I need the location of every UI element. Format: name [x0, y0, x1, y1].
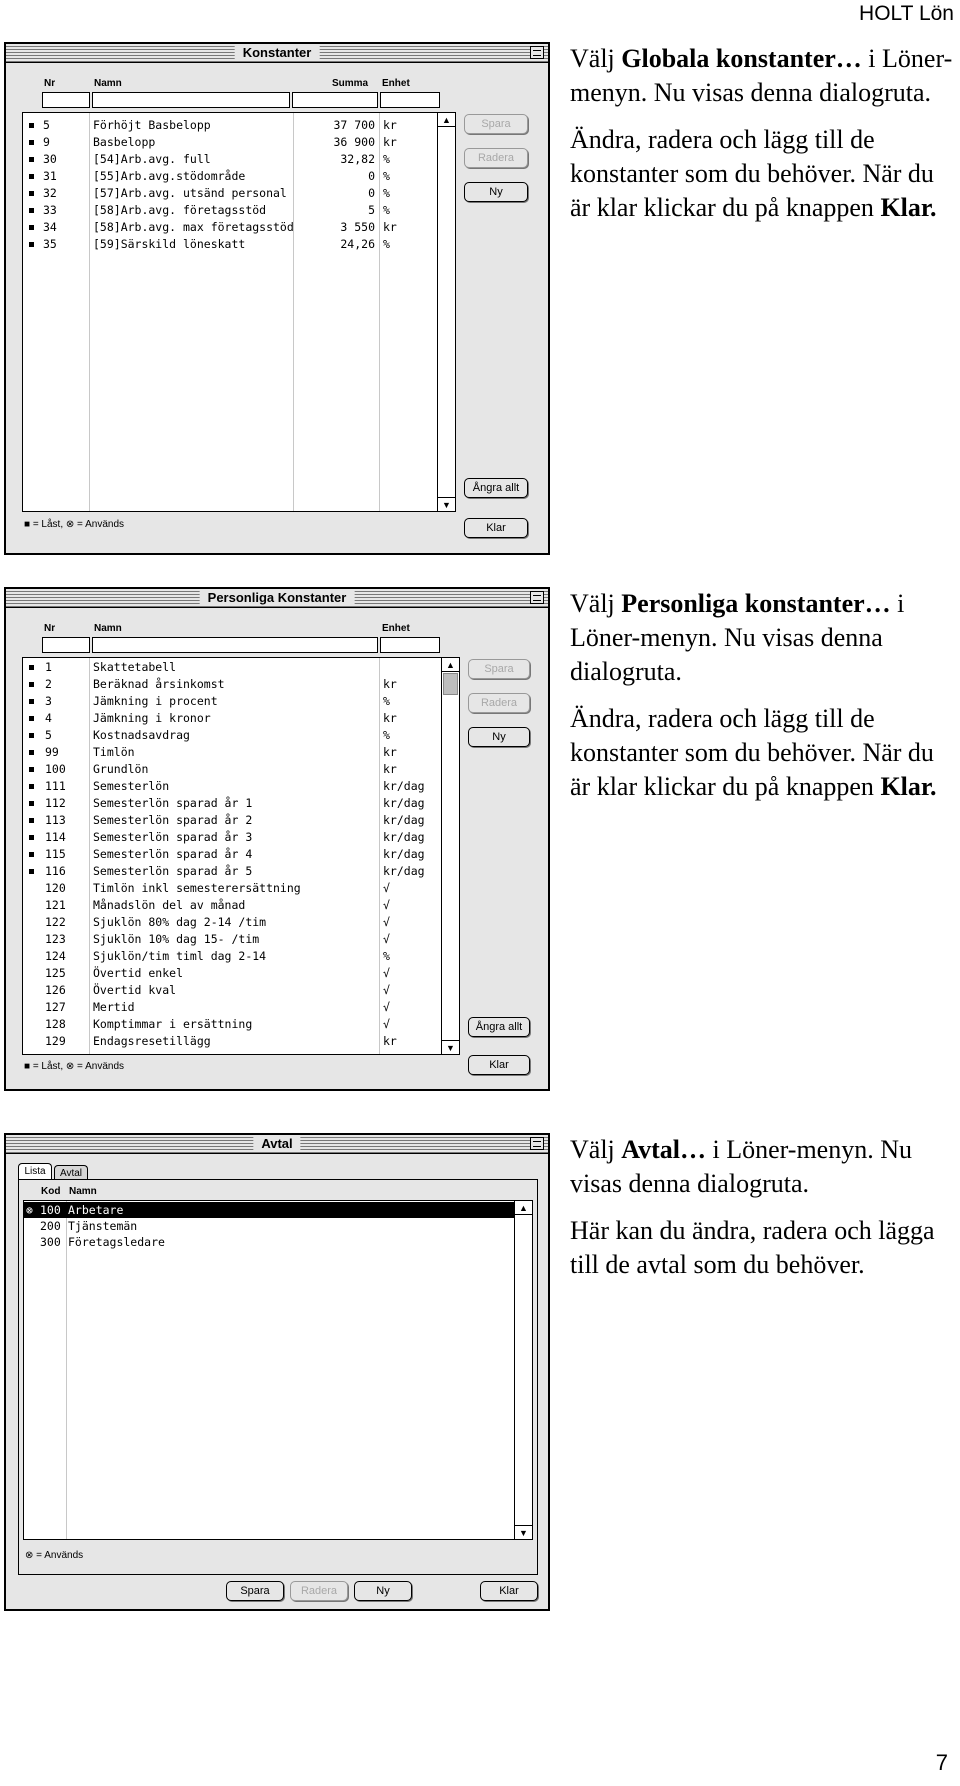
cell-unit: kr/dag — [383, 864, 425, 878]
locked-bullet-icon — [29, 191, 34, 196]
cell-nr: 99 — [45, 745, 59, 759]
window-title: Personliga Konstanter — [200, 590, 355, 606]
col-header-namn: Namn — [94, 623, 122, 634]
table-row[interactable] — [23, 846, 459, 863]
cell-unit: √ — [383, 1000, 390, 1014]
table-row[interactable] — [23, 829, 459, 846]
cell-unit: kr — [383, 135, 397, 149]
konstanter-window — [4, 42, 550, 555]
window-titlebar[interactable] — [6, 1135, 548, 1154]
locked-bullet-icon — [29, 208, 34, 213]
cell-name: Sjuklön 80% dag 2-14 /tim — [93, 915, 267, 929]
cell-nr: 9 — [43, 135, 50, 149]
locked-bullet-icon — [29, 123, 34, 128]
tab-panel — [18, 1179, 538, 1575]
locked-bullet-icon — [29, 174, 34, 179]
table-row[interactable] — [23, 693, 459, 710]
cell-name: Jämkning i kronor — [93, 711, 211, 725]
cell-unit: kr/dag — [383, 830, 425, 844]
table-row[interactable] — [23, 812, 459, 829]
scroll-up-icon[interactable]: ▲ — [442, 658, 459, 672]
cell-nr: 31 — [43, 169, 57, 183]
col-header-nr: Nr — [44, 623, 56, 634]
filter-enhet-input[interactable] — [380, 92, 440, 108]
table-row[interactable] — [23, 795, 459, 812]
locked-bullet-icon — [29, 682, 34, 687]
personliga-list[interactable] — [22, 657, 460, 1055]
cell-sum: 37 700 — [333, 118, 375, 132]
klar-button[interactable]: Klar — [480, 1581, 538, 1601]
table-row[interactable] — [23, 134, 455, 151]
cell-unit: % — [383, 186, 390, 200]
legend-text: ■ = Låst, ⊗ = Används — [24, 519, 125, 530]
cell-name: Grundlön — [93, 762, 149, 776]
filter-namn-input[interactable] — [92, 92, 290, 108]
cell-unit: kr/dag — [383, 847, 425, 861]
locked-bullet-icon — [29, 157, 34, 162]
scroll-down-icon[interactable]: ▼ — [438, 497, 455, 511]
cell-name: Semesterlön — [93, 779, 170, 793]
cell-nr: 4 — [45, 711, 52, 725]
cell-name: Timlön inkl semesterersättning — [93, 881, 301, 895]
cell-nr: 129 — [45, 1034, 66, 1048]
scroll-down-icon[interactable]: ▼ — [442, 1040, 459, 1054]
cell-nr: 121 — [45, 898, 66, 912]
table-row[interactable] — [23, 778, 459, 795]
cell-unit: √ — [383, 983, 390, 997]
cell-sum: 32,82 — [340, 152, 375, 166]
cell-unit: % — [383, 728, 390, 742]
table-row[interactable] — [23, 761, 459, 778]
tab-lista[interactable]: Lista — [18, 1163, 52, 1179]
cell-unit: % — [383, 237, 390, 251]
cell-name: Arbetare — [68, 1203, 124, 1217]
scroll-up-icon[interactable]: ▲ — [438, 113, 455, 127]
table-row[interactable] — [23, 168, 455, 185]
cell-name: [57]Arb.avg. utsänd personal — [93, 186, 287, 200]
cell-nr: 126 — [45, 983, 66, 997]
table-row[interactable] — [23, 676, 459, 693]
klar-reference: Klar. — [880, 772, 937, 801]
cell-name: [58]Arb.avg. max företagsstöd — [93, 220, 294, 234]
filter-nr-input[interactable] — [42, 92, 90, 108]
cell-kod: 200 — [40, 1219, 61, 1233]
cell-nr: 1 — [45, 660, 52, 674]
cell-nr: 120 — [45, 881, 66, 895]
locked-bullet-icon — [29, 699, 34, 704]
col-header-enhet: Enhet — [382, 78, 410, 89]
avtal-list[interactable] — [23, 1200, 533, 1540]
cell-name: [54]Arb.avg. full — [93, 152, 211, 166]
cell-nr: 112 — [45, 796, 66, 810]
klar-reference: Klar. — [880, 193, 937, 222]
cell-name: Semesterlön sparad år 5 — [93, 864, 253, 878]
cell-nr: 35 — [43, 237, 57, 251]
cell-nr: 34 — [43, 220, 57, 234]
table-row[interactable] — [23, 982, 459, 999]
scroll-thumb[interactable] — [443, 673, 458, 695]
window-titlebar[interactable] — [6, 589, 548, 608]
cell-unit: % — [383, 949, 390, 963]
cell-nr: 124 — [45, 949, 66, 963]
locked-bullet-icon — [29, 750, 34, 755]
menu-item-personliga-konstanter: Personliga konstanter… — [621, 589, 891, 618]
cell-unit: kr — [383, 1034, 397, 1048]
cell-name: Övertid enkel — [93, 966, 184, 980]
table-row[interactable] — [23, 863, 459, 880]
in-use-icon: ⊗ — [26, 1203, 33, 1217]
cell-name: Endagsresetillägg — [93, 1034, 211, 1048]
menu-item-avtal: Avtal… — [621, 1135, 706, 1164]
angra-allt-button[interactable]: Ångra allt — [464, 478, 528, 498]
table-row[interactable] — [23, 185, 455, 202]
header-product: HOLT Lön — [859, 2, 954, 25]
table-row[interactable] — [23, 117, 455, 134]
table-row[interactable] — [23, 659, 459, 676]
legend-text: ⊗ = Används — [25, 1550, 84, 1561]
cell-name: Mertid — [93, 1000, 135, 1014]
cell-unit: √ — [383, 966, 390, 980]
table-row[interactable] — [23, 914, 459, 931]
table-row[interactable] — [23, 219, 455, 236]
table-row[interactable] — [24, 1218, 532, 1234]
col-header-namn: Namn — [94, 78, 122, 89]
tab-avtal[interactable]: Avtal — [54, 1165, 88, 1179]
filter-enhet-input[interactable] — [380, 637, 440, 653]
cell-unit: √ — [383, 898, 390, 912]
filter-summa-input[interactable] — [292, 92, 378, 108]
filter-namn-input[interactable] — [92, 637, 378, 653]
cell-name: Komptimmar i ersättning — [93, 1017, 253, 1031]
konstanter-scrollbar[interactable] — [437, 112, 456, 512]
cell-nr: 128 — [45, 1017, 66, 1031]
cell-sum: 5 — [368, 203, 375, 217]
avtal-window — [4, 1133, 550, 1611]
cell-nr: 125 — [45, 966, 66, 980]
cell-name: Förhöjt Basbelopp — [93, 118, 211, 132]
cell-name: Jämkning i procent — [93, 694, 218, 708]
table-row[interactable] — [23, 999, 459, 1016]
cell-unit: √ — [383, 915, 390, 929]
konstanter-list[interactable] — [22, 112, 456, 512]
section-2-text: Välj Personliga konstanter… i Löner-menyn. Nu visas denna dialogruta. Ändra, radera och lägg till de konstanter som du behöver. När du är klar klickar du på knappen Klar. — [570, 589, 937, 801]
legend-text: ■ = Låst, ⊗ = Används — [24, 1061, 125, 1072]
cell-name: Semesterlön sparad år 3 — [93, 830, 253, 844]
spara-button[interactable]: Spara — [226, 1581, 284, 1601]
cell-unit: kr — [383, 762, 397, 776]
personliga-scrollbar[interactable] — [441, 657, 460, 1055]
avtal-scrollbar[interactable] — [514, 1200, 533, 1540]
cell-nr: 114 — [45, 830, 66, 844]
cell-nr: 2 — [45, 677, 52, 691]
cell-name: Kostnadsavdrag — [93, 728, 190, 742]
section-1-text: Välj Globala konstanter… i Löner-menyn. Nu visas denna dialogruta. Ändra, radera och lägg till de konstanter som du behöver. När du är klar klickar du på knappen Klar. — [570, 44, 953, 222]
radera-button[interactable]: Radera — [468, 693, 530, 713]
table-row[interactable] — [23, 202, 455, 219]
cell-unit: kr — [383, 677, 397, 691]
locked-bullet-icon — [29, 801, 34, 806]
cell-unit: kr — [383, 220, 397, 234]
cell-unit: % — [383, 203, 390, 217]
zoom-box-icon[interactable] — [530, 1137, 544, 1150]
table-row[interactable] — [23, 1033, 459, 1050]
zoom-box-icon[interactable] — [530, 46, 544, 59]
menu-item-globala-konstanter: Globala konstanter… — [621, 44, 862, 73]
scroll-down-icon[interactable]: ▼ — [515, 1525, 532, 1539]
table-row[interactable] — [23, 931, 459, 948]
cell-unit: √ — [383, 1017, 390, 1031]
cell-unit: kr — [383, 745, 397, 759]
cell-unit: √ — [383, 881, 390, 895]
locked-bullet-icon — [29, 835, 34, 840]
col-header-enhet: Enhet — [382, 623, 410, 634]
table-row[interactable] — [24, 1202, 532, 1218]
scroll-up-icon[interactable]: ▲ — [515, 1201, 532, 1215]
table-row[interactable] — [23, 151, 455, 168]
col-header-kod: Kod — [41, 1186, 61, 1197]
cell-name: [59]Särskild löneskatt — [93, 237, 246, 251]
locked-bullet-icon — [29, 665, 34, 670]
cell-nr: 5 — [43, 118, 50, 132]
cell-sum: 0 — [368, 169, 375, 183]
cell-unit: % — [383, 169, 390, 183]
cell-name: Månadslön del av månad — [93, 898, 246, 912]
cell-unit: % — [383, 694, 390, 708]
col-header-namn: Namn — [69, 1186, 97, 1197]
locked-bullet-icon — [29, 716, 34, 721]
window-titlebar[interactable] — [6, 44, 548, 63]
table-row[interactable] — [23, 727, 459, 744]
cell-name: Sjuklön 10% dag 15- /tim — [93, 932, 260, 946]
col-header-summa: Summa — [332, 78, 369, 89]
cell-sum: 0 — [368, 186, 375, 200]
cell-name: Semesterlön sparad år 2 — [93, 813, 253, 827]
cell-nr: 116 — [45, 864, 66, 878]
cell-name: Beräknad årsinkomst — [93, 677, 225, 691]
cell-sum: 3 550 — [340, 220, 375, 234]
cell-name: [55]Arb.avg.stödområde — [93, 169, 246, 183]
cell-kod: 100 — [40, 1203, 61, 1217]
cell-nr: 100 — [45, 762, 66, 776]
cell-name: Tjänstemän — [68, 1219, 138, 1233]
cell-sum: 24,26 — [340, 237, 375, 251]
cell-nr: 33 — [43, 203, 57, 217]
angra-allt-button[interactable]: Ångra allt — [468, 1017, 530, 1037]
window-title: Konstanter — [235, 45, 320, 61]
cell-name: Semesterlön sparad år 4 — [93, 847, 253, 861]
table-row[interactable] — [23, 236, 455, 253]
locked-bullet-icon — [29, 869, 34, 874]
page-number: 7 — [935, 1750, 948, 1775]
ny-button[interactable]: Ny — [354, 1581, 412, 1601]
zoom-box-icon[interactable] — [530, 591, 544, 604]
table-row[interactable] — [23, 744, 459, 761]
filter-nr-input[interactable] — [42, 637, 90, 653]
cell-nr: 113 — [45, 813, 66, 827]
cell-nr: 32 — [43, 186, 57, 200]
cell-nr: 123 — [45, 932, 66, 946]
cell-nr: 122 — [45, 915, 66, 929]
klar-button[interactable]: Klar — [468, 1055, 530, 1075]
locked-bullet-icon — [29, 225, 34, 230]
cell-name: Skattetabell — [93, 660, 177, 674]
cell-unit: kr/dag — [383, 779, 425, 793]
table-row[interactable] — [24, 1234, 532, 1250]
cell-name: Semesterlön sparad år 1 — [93, 796, 253, 810]
cell-name: [58]Arb.avg. företagsstöd — [93, 203, 267, 217]
cell-nr: 111 — [45, 779, 66, 793]
table-row[interactable] — [23, 1016, 459, 1033]
cell-unit: kr — [383, 711, 397, 725]
table-row[interactable] — [23, 948, 459, 965]
locked-bullet-icon — [29, 767, 34, 772]
radera-button[interactable]: Radera — [464, 148, 528, 168]
spara-button[interactable]: Spara — [464, 114, 528, 134]
window-title: Avtal — [253, 1136, 300, 1152]
cell-nr: 30 — [43, 152, 57, 166]
klar-button[interactable]: Klar — [464, 518, 528, 538]
locked-bullet-icon — [29, 140, 34, 145]
cell-name: Basbelopp — [93, 135, 156, 149]
cell-unit: √ — [383, 932, 390, 946]
ny-button[interactable]: Ny — [468, 727, 530, 747]
cell-unit: kr — [383, 118, 397, 132]
cell-unit: kr/dag — [383, 813, 425, 827]
cell-nr: 115 — [45, 847, 66, 861]
personliga-konstanter-window — [4, 587, 550, 1091]
cell-unit: kr/dag — [383, 796, 425, 810]
cell-name: Övertid kval — [93, 983, 177, 997]
cell-name: Företagsledare — [68, 1235, 165, 1249]
cell-kod: 300 — [40, 1235, 61, 1249]
col-header-nr: Nr — [44, 78, 56, 89]
cell-unit: % — [383, 152, 390, 166]
locked-bullet-icon — [29, 733, 34, 738]
cell-nr: 127 — [45, 1000, 66, 1014]
table-row[interactable] — [23, 710, 459, 727]
cell-nr: 5 — [45, 728, 52, 742]
locked-bullet-icon — [29, 242, 34, 247]
spara-button[interactable]: Spara — [468, 659, 530, 679]
table-row[interactable] — [23, 965, 459, 982]
locked-bullet-icon — [29, 852, 34, 857]
radera-button[interactable]: Radera — [290, 1581, 348, 1601]
table-row[interactable] — [23, 880, 459, 897]
cell-name: Timlön — [93, 745, 135, 759]
cell-nr: 3 — [45, 694, 52, 708]
locked-bullet-icon — [29, 784, 34, 789]
section-3-text: Välj Avtal… i Löner-menyn. Nu visas denna dialogruta. Här kan du ändra, radera och lägga till de avtal som du behöver. — [570, 1135, 935, 1279]
table-row[interactable] — [23, 897, 459, 914]
locked-bullet-icon — [29, 818, 34, 823]
cell-sum: 36 900 — [333, 135, 375, 149]
ny-button[interactable]: Ny — [464, 182, 528, 202]
cell-name: Sjuklön/tim timl dag 2-14 — [93, 949, 267, 963]
